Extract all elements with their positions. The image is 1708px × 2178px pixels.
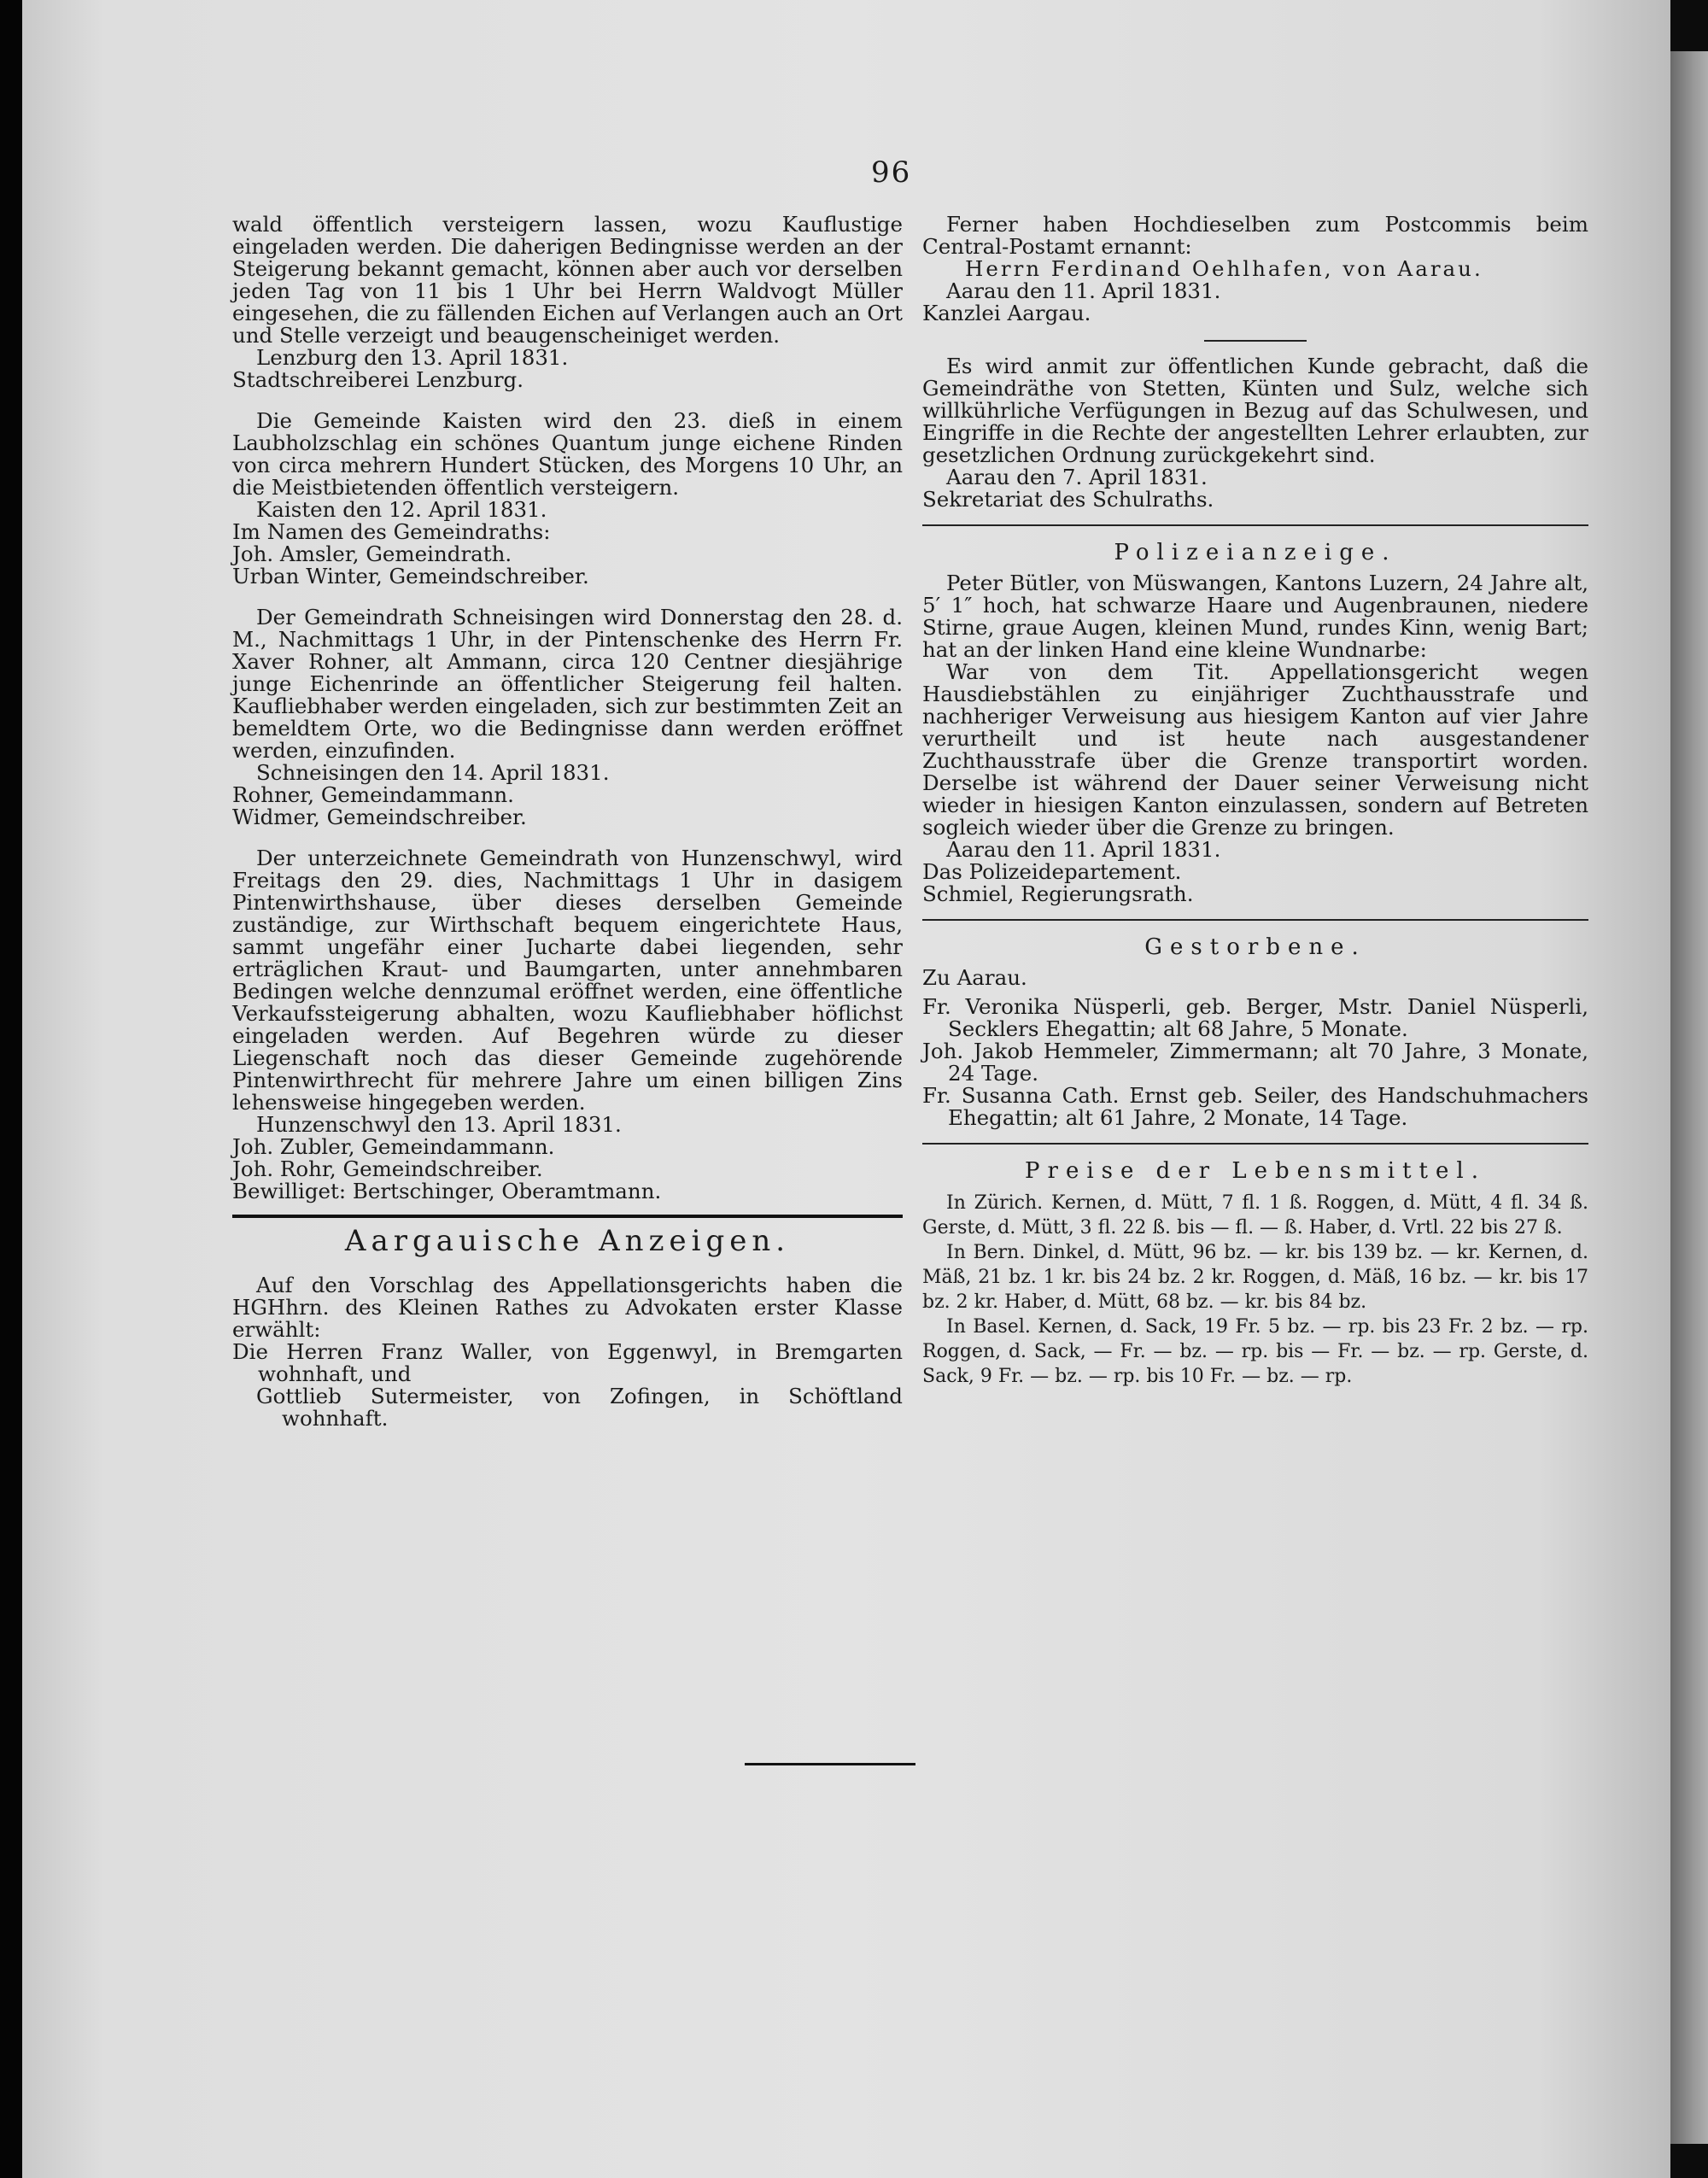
notice-date: Hunzenschwyl den 13. April 1831. (256, 1112, 622, 1137)
section-heading: Gestorbene. (1144, 934, 1366, 960)
price-entry: In Basel. Kernen, d. Sack, 19 Fr. 5 bz. — rp. bis 23 Fr. 2 bz. — rp. Roggen, d. Sack, — Fr. — bz. — rp. bis — Fr. — bz. — rp. Gerste, d. Sack, 9 Fr. — bz. — rp. bis 10 Fr. — bz. — rp. (922, 1316, 1588, 1387)
notice-text: Es wird anmit zur öffentlichen Kunde gebracht, daß die Gemeindräthe von Stetten, Künten und Sulz, welche sich willkührliche Verfügungen in Bezug auf das Schulwesen, und Eingriffe in die Rechte der angestellten Lehrer erlaubten, zur gesetzlichen Ordnung zurückgekehrt sind. (922, 354, 1588, 467)
section-heading: Preise der Lebensmittel. (1025, 1158, 1486, 1184)
notice-text: Der Gemeindrath Schneisingen wird Donnerstag den 28. d. M., Nachmittags 1 Uhr, in der Pintenschenke des Herrn Fr. Xaver Rohner, alt Ammann, circa 120 Centner diesjährige junge Eichenrinde an öffentlicher Steigerung feil halten. Kaufliebhaber werden eingeladen, sich zur bestimmten Zeit an bemeldtem Orte, wo die Bedingnisse dann werden eröffnet werden, einzufinden. (232, 605, 903, 763)
notice-line: Die Herren Franz Waller, von Eggenwyl, in Bremgarten wohnhaft, und (232, 1339, 903, 1386)
notice-signature: Kanzlei Aargau. (922, 301, 1091, 325)
notice-signature: Sekretariat des Schulraths. (922, 487, 1214, 512)
section-heading: Aargauische Anzeigen. (344, 1224, 791, 1258)
scan-border (0, 0, 22, 2178)
notice-signature: Stadtschreiberei Lenzburg. (232, 367, 524, 392)
notice-lenzburg (232, 214, 903, 391)
right-column (922, 214, 1588, 1389)
notice-signature: Widmer, Gemeindschreiber. (232, 805, 527, 829)
notice-name-line: Herrn Ferdinand Oehlhafen, von Aarau. (965, 256, 1483, 281)
notice-text: Der unterzeichnete Gemeindrath von Hunzenschwyl, wird Freitags den 29. dies, Nachmittags 1 Uhr in dasigem Pintenwirthshause, über dieses derselben Gemeinde zuständige, zur Wirthschaft bequem eingerichtete Haus, sammt ungefähr einer Jucharte dabei liegenden, sehr erträglichen Kraut- und Baumgarten, unter annehmbaren Bedingen welche dennzumal eröffnet werden, eine öffentliche Verkaufssteigerung abhalten, wozu Kaufliebhaber höflichst eingeladen werden. Auf Begehren würde zu dieser Liegenschaft noch das dieser Gemeinde zugehörende Pintenwirthrecht für mehrere Jahre um einen billigen Zins lehensweise hingegeben werden. (232, 846, 903, 1115)
death-entry: Fr. Veronika Nüsperli, geb. Berger, Mstr. Daniel Nüsperli, Secklers Ehegattin; alt 68 Jahre, 5 Monate. (922, 994, 1588, 1041)
notice-signature: Joh. Amsler, Gemeindrath. (232, 542, 512, 566)
notice-schneisingen (232, 606, 903, 828)
section-divider (922, 919, 1588, 921)
notice-postcommis (922, 214, 1588, 325)
end-rule (745, 1763, 915, 1765)
notice-text: wald öffentlich versteigern lassen, wozu Kauflustige eingeladen werden. Die daherigen Bedingnisse werden an der Steigerung bekannt gemacht, können aber auch vor derselben jeden Tag von 11 bis 1 Uhr bei Herrn Waldvogt Müller eingesehen, die zu fällenden Eichen auf Verlangen auch an Ort und Stelle verzeigt und beaugenscheiniget werden. (232, 212, 903, 348)
death-entry: Joh. Jakob Hemmeler, Zimmermann; alt 70 Jahre, 3 Monate, 24 Tage. (922, 1039, 1588, 1086)
notice-line: Gottlieb Sutermeister, von Zofingen, in Schöftland wohnhaft. (256, 1384, 903, 1431)
notice-hunzenschwyl (232, 847, 903, 1203)
section-preise (922, 1160, 1588, 1389)
section-aargauische-anzeigen (232, 1224, 903, 1431)
notice-text: War von dem Tit. Appellationsgericht wegen Hausdiebstählen zu einjähriger Zuchthausstrafe und nachheriger Verweisung aus hiesigem Kanton auf vier Jahre verurtheilt und ist heute nach ausgestandener Zuchthausstrafe über die Grenze transportirt worden. Derselbe ist während der Dauer seiner Verweisung nicht wieder in hiesigen Kanton einzulassen, sondern auf Betreten sogleich wieder über die Grenze zu bringen. (922, 659, 1588, 840)
price-entry: In Zürich. Kernen, d. Mütt, 7 fl. 1 ß. Roggen, d. Mütt, 4 fl. 34 ß. Gerste, d. Mütt, 3 fl. 22 ß. bis — fl. — ß. Haber, d. Vrtl. 22 bis 27 ß. (922, 1192, 1588, 1238)
place-label: Zu Aarau. (922, 965, 1027, 990)
notice-schulrath (922, 355, 1588, 511)
left-column (232, 214, 903, 1430)
section-polizeianzeige (922, 542, 1588, 905)
notice-date: Lenzburg den 13. April 1831. (256, 345, 569, 370)
short-divider (1204, 340, 1307, 342)
notice-signature-intro: Im Namen des Gemeindraths: (232, 519, 551, 544)
notice-date: Aarau den 7. April 1831. (946, 465, 1208, 489)
notice-text: Auf den Vorschlag des Appellationsgerichts haben die HGHhrn. des Kleinen Rathes zu Advokaten erster Klasse erwählt: (232, 1273, 903, 1342)
notice-signature: Rohner, Gemeindammann. (232, 782, 514, 807)
notice-signature: Schmiel, Regierungsrath. (922, 881, 1194, 906)
notice-text: Peter Bütler, von Müswangen, Kantons Luzern, 24 Jahre alt, 5′ 1″ hoch, hat schwarze Haare und Augenbraunen, niedere Stirne, graue Augen, kleinen Mund, rundes Kinn, wenig Bart; hat an der linken Hand eine kleine Wundnarbe: (922, 571, 1588, 662)
page-number: 96 (871, 155, 912, 190)
notice-signature: Das Polizeidepartement. (922, 859, 1182, 884)
section-heading: Polizeianzeige. (1114, 540, 1397, 565)
notice-date: Aarau den 11. April 1831. (946, 278, 1221, 303)
page-edge-shadow (1670, 51, 1708, 2144)
section-divider (232, 1215, 903, 1218)
notice-text: Die Gemeinde Kaisten wird den 23. dieß in einem Laubholzschlag ein schönes Quantum junge eichene Rinden von circa mehrern Hundert Stücken, des Morgens 10 Uhr, an die Meistbietenden öffentlich versteigern. (232, 408, 903, 500)
section-gestorbene (922, 936, 1588, 1129)
notice-date: Schneisingen den 14. April 1831. (256, 760, 610, 785)
price-entry: In Bern. Dinkel, d. Mütt, 96 bz. — kr. bis 139 bz. — kr. Kernen, d. Mäß, 21 bz. 1 kr. bis 24 bz. 2 kr. Roggen, d. Mäß, 16 bz. — kr. bis 17 bz. 2 kr. Haber, d. Mütt, 68 bz. — kr. bis 84 bz. (922, 1242, 1588, 1313)
notice-date: Aarau den 11. April 1831. (946, 837, 1221, 862)
notice-signature: Joh. Rohr, Gemeindschreiber. (232, 1156, 543, 1181)
notice-kaisten (232, 410, 903, 588)
section-divider (922, 524, 1588, 526)
notice-date: Kaisten den 12. April 1831. (256, 497, 547, 522)
notice-approval: Bewilliget: Bertschinger, Oberamtmann. (232, 1179, 662, 1203)
death-entry: Fr. Susanna Cath. Ernst geb. Seiler, des Handschuhmachers Ehegattin; alt 61 Jahre, 2 Monate, 14 Tage. (922, 1083, 1588, 1130)
notice-signature: Urban Winter, Gemeindschreiber. (232, 564, 589, 588)
notice-text: Ferner haben Hochdieselben zum Postcommis beim Central-Postamt ernannt: (922, 212, 1588, 259)
section-divider (922, 1143, 1588, 1145)
notice-signature: Joh. Zubler, Gemeindammann. (232, 1134, 555, 1159)
